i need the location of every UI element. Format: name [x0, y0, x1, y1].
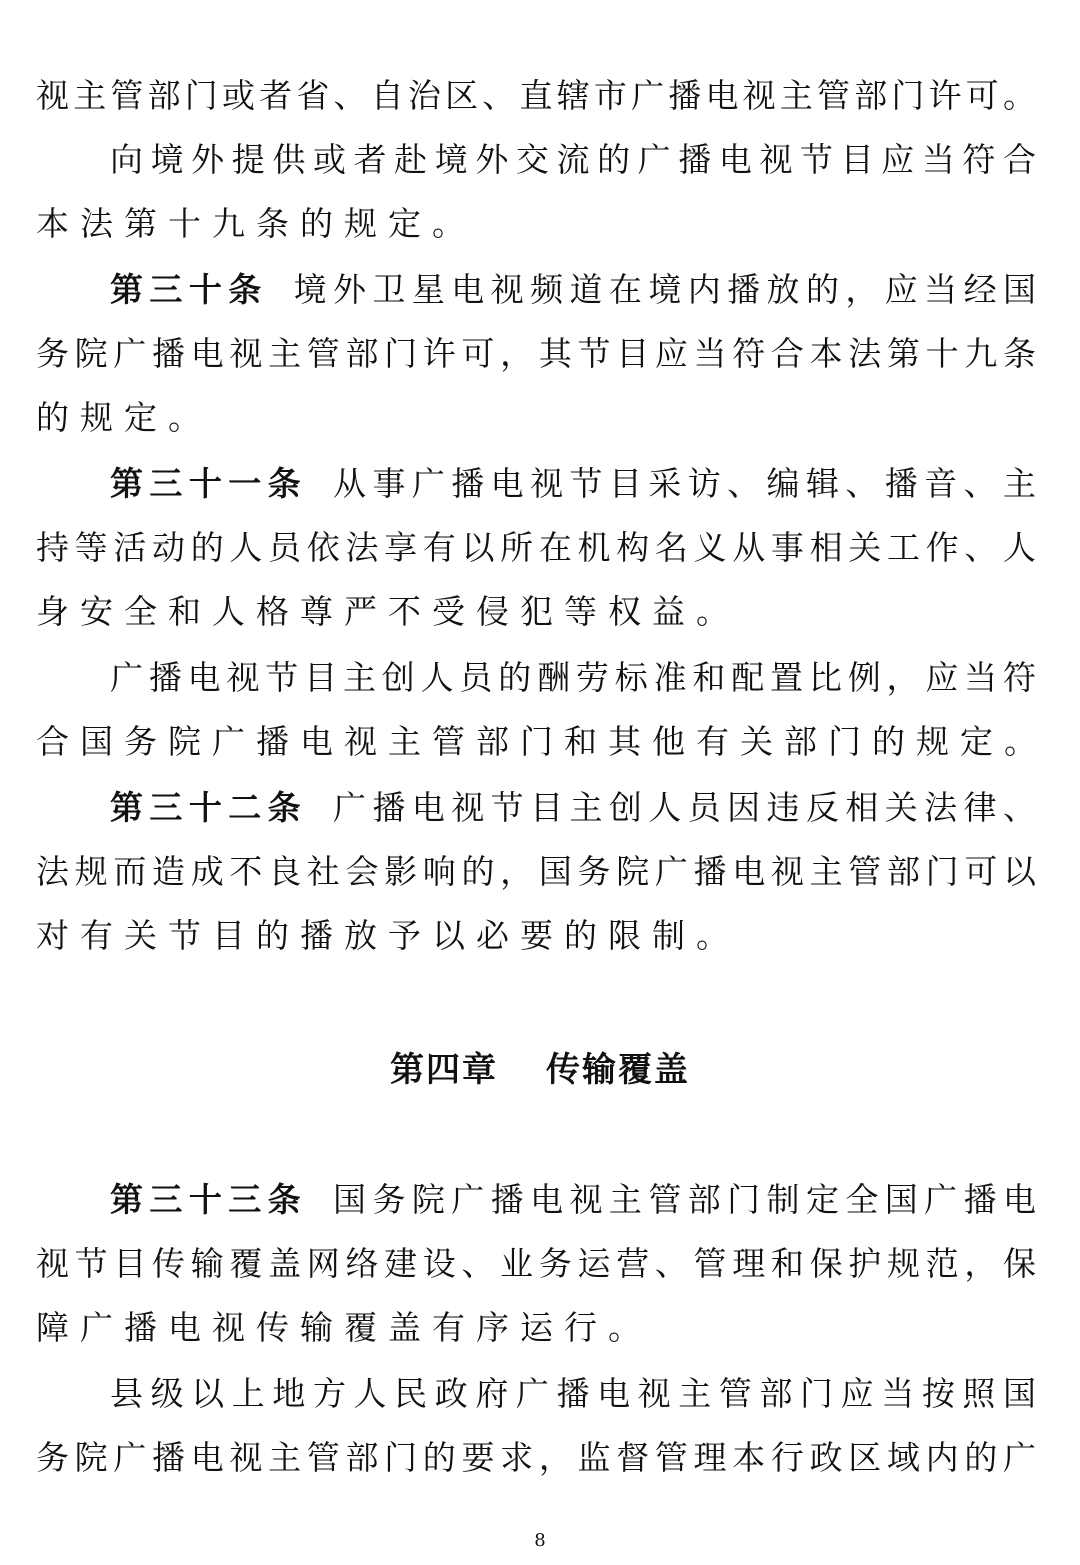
- article-32-line: [110, 776, 1036, 840]
- article-label: 第三十三条: [110, 1180, 308, 1219]
- paragraph-start-line: 向境外提供或者赴境外交流的广播电视节目应当符合: [110, 140, 1036, 179]
- article-text: 从事广播电视节目采访、编辑、播音、主: [333, 464, 1037, 503]
- text-line: 身安全和人格尊严不受侵犯等权益。: [36, 592, 740, 631]
- article-label: 第三十二条: [110, 788, 308, 827]
- page-number: 8: [534, 1530, 546, 1551]
- article-text: 广播电视节目主创人员因违反相关法律、: [333, 788, 1037, 827]
- text-line: 务院广播电视主管部门许可，其节目应当符合本法第十九条: [36, 334, 1036, 373]
- text-line: 合国务院广播电视主管部门和其他有关部门的规定。: [36, 722, 1048, 761]
- text-line: 务院广播电视主管部门的要求，监督管理本行政区域内的广: [36, 1438, 1036, 1477]
- chapter-title: 传输覆盖: [546, 1050, 690, 1090]
- text-line: 法规而造成不良社会影响的，国务院广播电视主管部门可以: [36, 852, 1036, 891]
- paragraph-start-line: 县级以上地方人民政府广播电视主管部门应当按照国: [110, 1374, 1036, 1413]
- article-text: 国务院广播电视主管部门制定全国广播电: [333, 1180, 1037, 1219]
- chapter-heading: [0, 1038, 1080, 1102]
- text-line: 视节目传输覆盖网络建设、业务运营、管理和保护规范，保: [36, 1244, 1036, 1283]
- article-text: 境外卫星电视频道在境内播放的，应当经国: [293, 270, 1037, 309]
- text-line: 持等活动的人员依法享有以所在机构名义从事相关工作、人: [36, 528, 1036, 567]
- article-label: 第三十一条: [110, 464, 308, 503]
- article-31-line: [110, 452, 1036, 516]
- paragraph-start-line: 广播电视节目主创人员的酬劳标准和配置比例，应当符: [110, 658, 1036, 697]
- text-line: 障广播电视传输覆盖有序运行。: [36, 1308, 652, 1347]
- text-line: 视主管部门或者省、自治区、直辖市广播电视主管部门许可。: [36, 76, 1036, 115]
- article-label: 第三十条: [110, 270, 268, 309]
- article-33-line: [110, 1168, 1036, 1232]
- text-line: 的规定。: [36, 398, 212, 437]
- text-line: 本法第十九条的规定。: [36, 204, 476, 243]
- article-30-line: [110, 258, 1036, 322]
- text-line: 对有关节目的播放予以必要的限制。: [36, 916, 740, 955]
- chapter-number: 第四章: [390, 1050, 498, 1090]
